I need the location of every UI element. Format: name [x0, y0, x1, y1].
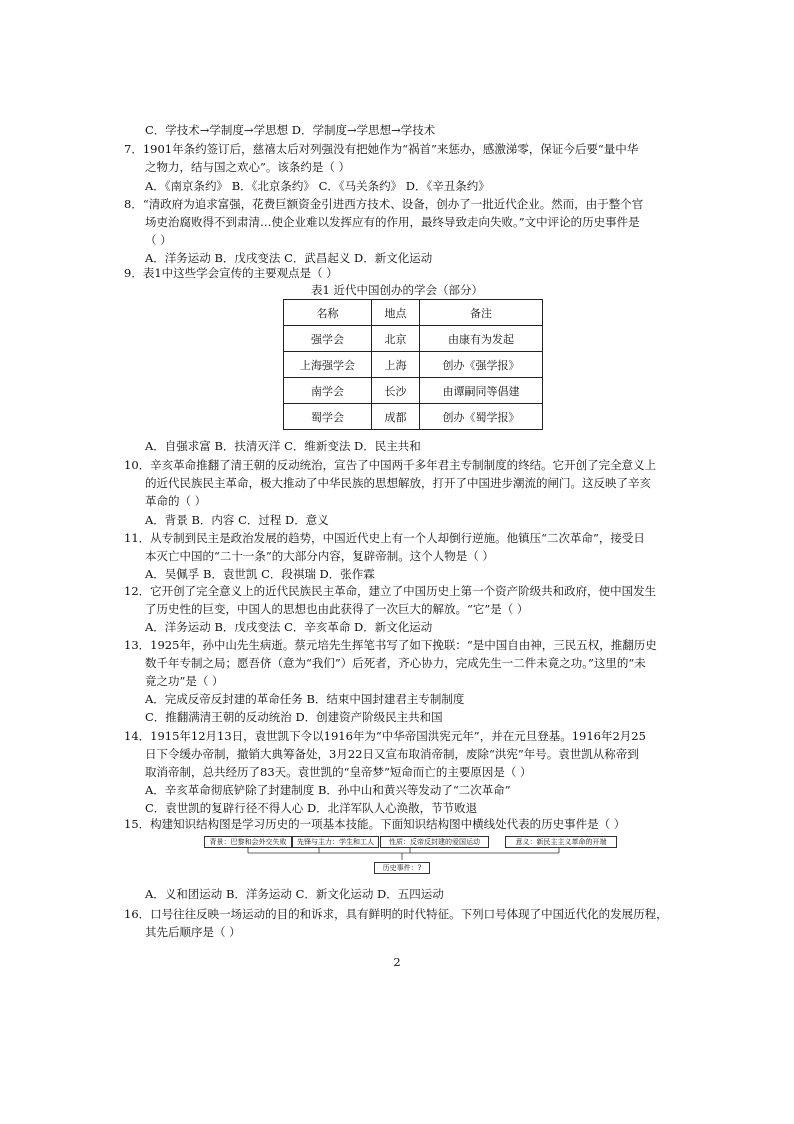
- q14-options-ab: A．辛亥革命彻底铲除了封建制度 B．孙中山和黄兴等发动了“二次革命”: [145, 783, 511, 797]
- q13-options-ab: A．完成反帝反封建的革命任务 B．结束中国封建君主专制制度: [145, 692, 465, 706]
- q13-stem-2: 数千年专制之局；愿吾侪（意为“我们”）后死者，齐心协力，完成先生一二件未竟之功。”这里的“未: [145, 656, 646, 670]
- table-cell: 上海: [372, 352, 420, 378]
- table-header-cell: 名称: [284, 300, 372, 326]
- q13-options-cd: C．推翻满清王朝的反动统治 D．创建资产阶级民主共和国: [145, 710, 443, 724]
- table-cell: 由谭嗣同等倡建: [420, 378, 543, 404]
- q8-stem-3: （ ）: [145, 233, 172, 247]
- diagram-box-nature: 性质：反帝反封建的爱国运动: [380, 836, 489, 848]
- q7-stem-1: 7．1901年条约签订后，慈禧太后对列强没有把她作为“祸首”来惩办，感激涕零，保证今后要“量中华: [124, 142, 639, 156]
- table-cell: 北京: [372, 326, 420, 352]
- table-header-cell: 地点: [372, 300, 420, 326]
- table-cell: 南学会: [284, 378, 372, 404]
- q9-stem: 9．表1中这些学会宣传的主要观点是（ ）: [124, 266, 338, 280]
- table-cell: 长沙: [372, 378, 420, 404]
- table-cell: 创办《蜀学报》: [420, 404, 543, 430]
- q14-stem-3: 取消帝制，总共经历了83天。袁世凯的“皇帝梦”短命而亡的主要原因是（ ）: [145, 765, 532, 779]
- q11-stem-1: 11．从专制到民主是政治发展的趋势，中国近代史上有一个人却倒行逆施。他镇压“二次革命”，接受日: [124, 531, 645, 545]
- diagram-box-significance: 意义：新民主主义革命的开端: [505, 836, 617, 848]
- q12-stem-1: 12．它开创了完全意义上的近代民族民主革命，建立了中国历史上第一个资产阶级共和政府，使中国发生: [124, 584, 657, 598]
- q6-options-cd: C．学技术→学制度→学思想 D．学制度→学思想→学技术: [145, 123, 436, 137]
- table-header-cell: 备注: [420, 300, 543, 326]
- q10-options: A．背景 B．内容 C．过程 D．意义: [145, 513, 329, 527]
- q7-stem-2: 之物力，结与国之欢心”。该条约是（ ）: [145, 160, 351, 174]
- q11-options: A．吴佩孚 B．袁世凯 C．段祺瑞 D．张作霖: [145, 567, 375, 581]
- table-cell: 创办《强学报》: [420, 352, 543, 378]
- q14-options-cd: C．袁世凯的复辟行径不得人心 D．北洋军队人心涣散，节节败退: [145, 801, 478, 815]
- q13-stem-1: 13．1925年，孙中山先生病逝。蔡元培先生挥笔书写了如下挽联：“是中国自由神，三民五权，推翻历史: [124, 638, 657, 652]
- q14-stem-2: 日下令缓办帝制，撤销大典筹备处，3月22日又宣布取消帝制，废除“洪宪”年号。袁世凯从称帝到: [145, 747, 639, 761]
- table-cell: 上海强学会: [284, 352, 372, 378]
- diagram-box-background: 背景：巴黎和会外交失败: [204, 836, 292, 848]
- q9-options: A．自强求富 B．扶清灭洋 C．维新变法 D．民主共和: [145, 439, 421, 453]
- diagram-box-event: 历史事件：?: [374, 862, 430, 874]
- table-cell: 强学会: [284, 326, 372, 352]
- q7-options: A．《南京条约》 B．《北京条约》 C．《马关条约》 D．《辛丑条约》: [145, 179, 490, 193]
- table-caption: 表1 近代中国创办的学会（部分）: [311, 283, 483, 297]
- q15-stem: 15．构建知识结构图是学习历史的一项基本技能。下面知识结构图中横线处代表的历史事件是（ ）: [124, 817, 626, 831]
- q10-stem-2: 的近代民族民主革命，极大推动了中华民族的思想解放，打开了中国进步潮流的闸门。这反映了辛亥: [145, 476, 651, 490]
- table-cell: 蜀学会: [284, 404, 372, 430]
- q10-stem-1: 10．辛亥革命推翻了清王朝的反动统治，宣告了中国两千多年君主专制制度的终结。它开创了完全意义上: [124, 458, 657, 472]
- q15-options: A．义和团运动 B．洋务运动 C．新文化运动 D．五四运动: [145, 887, 444, 901]
- table-cell: 成都: [372, 404, 420, 430]
- q16-stem-1: 16．口号往往反映一场运动的目的和诉求，具有鲜明的时代特征。下列口号体现了中国近代化的发展历程，: [124, 907, 668, 921]
- q16-stem-2: 其先后顺序是（ ）: [145, 925, 241, 939]
- diagram-box-vanguard: 先锋与主力：学生和工人: [292, 836, 379, 848]
- q8-stem-2: 场吏治腐败得不到肃清…使企业难以发挥应有的作用，最终导致走向失败。”文中评论的历史事件是: [145, 215, 640, 229]
- q14-stem-1: 14．1915年12月13日，袁世凯下令以1916年为“中华帝国洪宪元年”，并在元旦登基。1916年2月25: [124, 729, 646, 743]
- q12-stem-2: 了历史性的巨变，中国人的思想也由此获得了一次巨大的解放。“它”是（ ）: [145, 602, 529, 616]
- q8-stem-1: 8．“清政府为追求富强，花费巨额资金引进西方技术、设备，创办了一批近代企业。然而，由于整个官: [124, 197, 644, 211]
- q11-stem-2: 本灭亡中国的“二十一条”的大部分内容，复辟帝制。这个人物是（ ）: [145, 549, 494, 563]
- q12-options: A．洋务运动 B．戊戌变法 C．辛亥革命 D．新文化运动: [145, 620, 433, 634]
- table-cell: 由康有为发起: [420, 326, 543, 352]
- q8-options: A．洋务运动 B．戊戌变法 C．武昌起义 D．新文化运动: [145, 251, 433, 265]
- q13-stem-3: 竟之功”是（ ）: [145, 674, 224, 688]
- q10-stem-3: 革命的（ ）: [145, 494, 207, 508]
- page-number: 2: [393, 955, 401, 969]
